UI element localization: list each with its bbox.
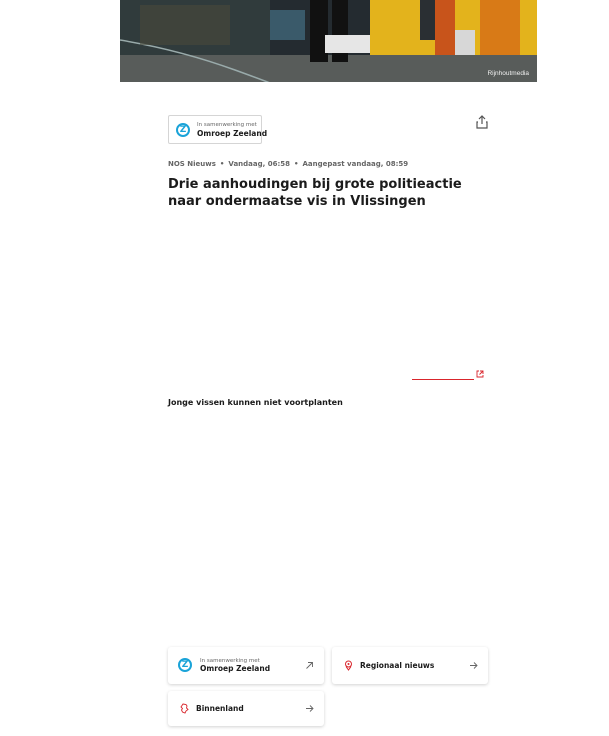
omroep-zeeland-logo-icon: Z: [176, 123, 190, 137]
external-link-icon[interactable]: [476, 370, 484, 378]
omroep-zeeland-logo-icon: Z: [178, 658, 192, 672]
external-link[interactable]: [412, 370, 474, 380]
hero-image: [120, 0, 537, 82]
netherlands-map-icon: [179, 703, 190, 714]
meta-separator: •: [294, 160, 299, 168]
partner-badge-omroep-zeeland[interactable]: [168, 115, 268, 144]
meta-source: NOS Nieuws: [168, 160, 216, 168]
meta-updated: Aangepast vandaag, 08:59: [302, 160, 409, 168]
arrow-right-icon: [469, 661, 478, 670]
share-icon[interactable]: [475, 115, 489, 129]
card-label: Binnenland: [196, 704, 244, 713]
location-pin-icon: [343, 660, 354, 671]
card-binnenland[interactable]: [168, 691, 324, 726]
hero-photo-scene: [120, 0, 537, 82]
arrow-up-right-icon: [305, 661, 314, 670]
card-omroep-zeeland[interactable]: [168, 647, 324, 684]
photo-credit: Rijnhoutmedia: [487, 70, 529, 77]
partner-badge-caption: In samenwerking met: [197, 122, 257, 128]
card-caption: In samenwerking met: [200, 658, 260, 664]
article-title: Drie aanhoudingen bij grote politieactie naar ondermaatse vis in Vlissingen: [168, 177, 462, 209]
card-label: Regionaal nieuws: [360, 661, 435, 670]
card-title: Omroep Zeeland: [200, 664, 271, 673]
card-regionaal-nieuws[interactable]: [332, 647, 488, 684]
article-meta: [168, 160, 408, 168]
meta-separator: •: [219, 160, 225, 168]
arrow-right-icon: [305, 704, 314, 713]
partner-badge-name: Omroep Zeeland: [197, 129, 268, 138]
meta-published: Vandaag, 06:58: [228, 160, 290, 168]
article-subhead: Jonge vissen kunnen niet voortplanten: [168, 398, 343, 407]
